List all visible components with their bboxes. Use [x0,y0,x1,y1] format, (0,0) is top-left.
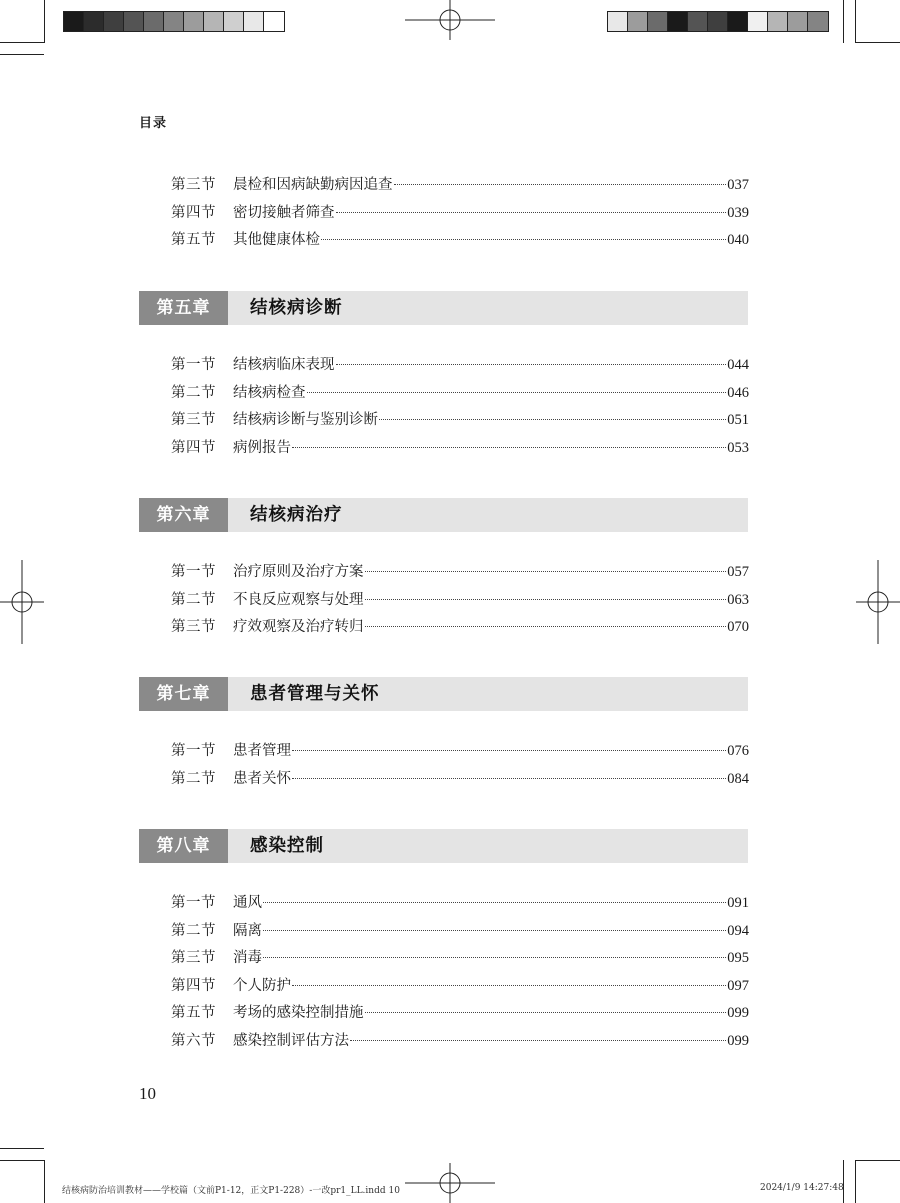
crop-mark [0,1148,44,1149]
toc-page-number: 053 [727,439,749,456]
toc-leader-dots [307,392,727,393]
crop-mark [44,1160,45,1203]
toc-section-number: 第三节 [171,619,216,635]
color-swatch [204,12,224,31]
toc-section-number: 第三节 [171,412,216,428]
toc-page-number: 040 [727,232,749,248]
toc-leader-dots [321,239,726,240]
crop-mark [855,1160,900,1161]
toc-page-number: 084 [727,770,749,787]
toc-section-title: 其他健康体检 [233,232,320,248]
crop-mark [843,1160,844,1203]
toc-leader-dots [292,750,726,751]
toc-leader-dots [292,985,726,986]
color-swatch [688,12,708,31]
toc-entry[interactable] [171,891,749,913]
toc-leader-dots [394,184,727,185]
crop-mark [855,42,900,43]
toc-section-title: 考场的感染控制措施 [233,1005,364,1021]
toc-leader-dots [263,957,726,958]
crop-mark [0,1160,44,1161]
toc-page-number: 037 [727,177,749,193]
chapter-label: 第七章 [139,677,228,711]
slug-file-info: 结核病防治培训教材——学校篇（文前P1-12，正文P1-228）-一改pr1_LL.indd 10 [62,1186,400,1196]
toc-section-number: 第三节 [171,177,216,193]
color-swatch [124,12,144,31]
color-swatch [64,12,84,31]
toc-entry[interactable] [171,228,749,250]
toc-section-number: 第二节 [171,922,216,939]
toc-entry[interactable] [171,919,749,941]
toc-page-number: 051 [727,412,749,428]
crop-mark [0,54,44,55]
toc-section-number: 第一节 [171,743,216,759]
crop-mark [843,0,844,43]
toc-section-number: 第一节 [171,564,216,580]
toc-section-title: 通风 [233,895,262,911]
toc-page-number: 099 [727,1005,749,1021]
toc-entry[interactable] [171,408,749,430]
slug-timestamp: 2024/1/9 14:27:48 [760,1183,844,1193]
toc-page-number: 091 [727,895,749,911]
chapter-heading[interactable] [139,291,748,325]
toc-leader-dots [336,212,727,213]
toc-section-title: 结核病诊断与鉴别诊断 [233,412,378,428]
registration-mark-top [405,0,495,40]
chapter-title: 感染控制 [250,836,324,856]
color-swatch [628,12,648,31]
color-swatch [768,12,788,31]
color-swatch [608,12,628,31]
running-head: 目录 [139,116,168,131]
toc-section-number: 第二节 [171,770,216,787]
color-swatch [164,12,184,31]
color-swatch [184,12,204,31]
color-swatch [264,12,284,31]
toc-entry[interactable] [171,588,749,610]
color-swatch [748,12,768,31]
chapter-label: 第五章 [139,291,228,325]
toc-section-number: 第三节 [171,950,216,966]
toc-section-number: 第六节 [171,1032,216,1049]
toc-leader-dots [292,447,726,448]
toc-leader-dots [365,1012,727,1013]
toc-leader-dots [365,626,727,627]
toc-page-number: 095 [727,950,749,966]
toc-leader-dots [292,778,726,779]
toc-entry[interactable] [171,201,749,223]
toc-section-title: 患者关怀 [233,770,291,787]
toc-section-title: 不良反应观察与处理 [233,591,364,608]
color-swatch [244,12,264,31]
toc-entry[interactable] [171,767,749,789]
toc-section-number: 第一节 [171,357,216,373]
registration-mark-bottom [405,1163,495,1203]
color-bar-right [607,11,829,32]
toc-section-title: 密切接触者筛查 [233,204,335,221]
toc-entry[interactable] [171,381,749,403]
chapter-heading[interactable] [139,829,748,863]
chapter-heading[interactable] [139,498,748,532]
toc-section-title: 感染控制评估方法 [233,1032,349,1049]
toc-leader-dots [263,902,726,903]
toc-section-title: 病例报告 [233,439,291,456]
chapter-title: 患者管理与关怀 [250,684,380,704]
toc-leader-dots [379,419,726,420]
toc-page-number: 094 [727,922,749,939]
crop-mark [44,0,45,43]
toc-section-title: 晨检和因病缺勤病因追查 [233,177,393,193]
color-swatch [84,12,104,31]
crop-mark [855,1160,856,1203]
color-swatch [808,12,828,31]
toc-entry[interactable] [171,173,749,195]
toc-section-title: 结核病检查 [233,384,306,401]
color-swatch [144,12,164,31]
color-swatch [708,12,728,31]
toc-page-number: 070 [727,619,749,635]
color-swatch [104,12,124,31]
chapter-title: 结核病诊断 [250,298,343,318]
color-swatch [728,12,748,31]
toc-leader-dots [350,1040,726,1041]
toc-section-title: 患者管理 [233,743,291,759]
toc-entry[interactable] [171,946,749,968]
toc-page-number: 097 [727,977,749,994]
chapter-title: 结核病治疗 [250,505,343,525]
toc-leader-dots [336,364,727,365]
toc-section-number: 第一节 [171,895,216,911]
toc-section-number: 第四节 [171,439,216,456]
toc-section-number: 第五节 [171,1005,216,1021]
toc-leader-dots [365,571,727,572]
page-number: 10 [139,1084,156,1103]
toc-section-number: 第四节 [171,204,216,221]
toc-section-title: 结核病临床表现 [233,357,335,373]
chapter-heading[interactable] [139,677,748,711]
toc-page-number: 057 [727,564,749,580]
toc-entry[interactable] [171,353,749,375]
crop-mark [0,42,44,43]
toc-section-number: 第五节 [171,232,216,248]
toc-page-number: 044 [727,357,749,373]
toc-entry[interactable] [171,1029,749,1051]
toc-section-title: 消毒 [233,950,262,966]
toc-leader-dots [263,930,726,931]
color-swatch [224,12,244,31]
toc-entry[interactable] [171,560,749,582]
color-swatch [788,12,808,31]
color-swatch [648,12,668,31]
toc-entry[interactable] [171,739,749,761]
color-swatch [668,12,688,31]
toc-section-title: 疗效观察及治疗转归 [233,619,364,635]
toc-section-title: 个人防护 [233,977,291,994]
toc-page-number: 046 [727,384,749,401]
chapter-label: 第六章 [139,498,228,532]
toc-leader-dots [365,599,727,600]
toc-section-number: 第四节 [171,977,216,994]
chapter-label: 第八章 [139,829,228,863]
toc-entry[interactable] [171,1001,749,1023]
toc-entry[interactable] [171,615,749,637]
toc-section-title: 治疗原则及治疗方案 [233,564,364,580]
toc-page-number: 039 [727,204,749,221]
toc-page-number: 076 [727,743,749,759]
registration-mark-left [0,560,44,644]
toc-section-number: 第二节 [171,384,216,401]
toc-entry[interactable] [171,436,749,458]
toc-page-number: 099 [727,1032,749,1049]
color-bar-left [63,11,285,32]
toc-section-title: 隔离 [233,922,262,939]
crop-mark [855,0,856,43]
toc-section-number: 第二节 [171,591,216,608]
registration-mark-right [856,560,900,644]
toc-entry[interactable] [171,974,749,996]
toc-page-number: 063 [727,591,749,608]
